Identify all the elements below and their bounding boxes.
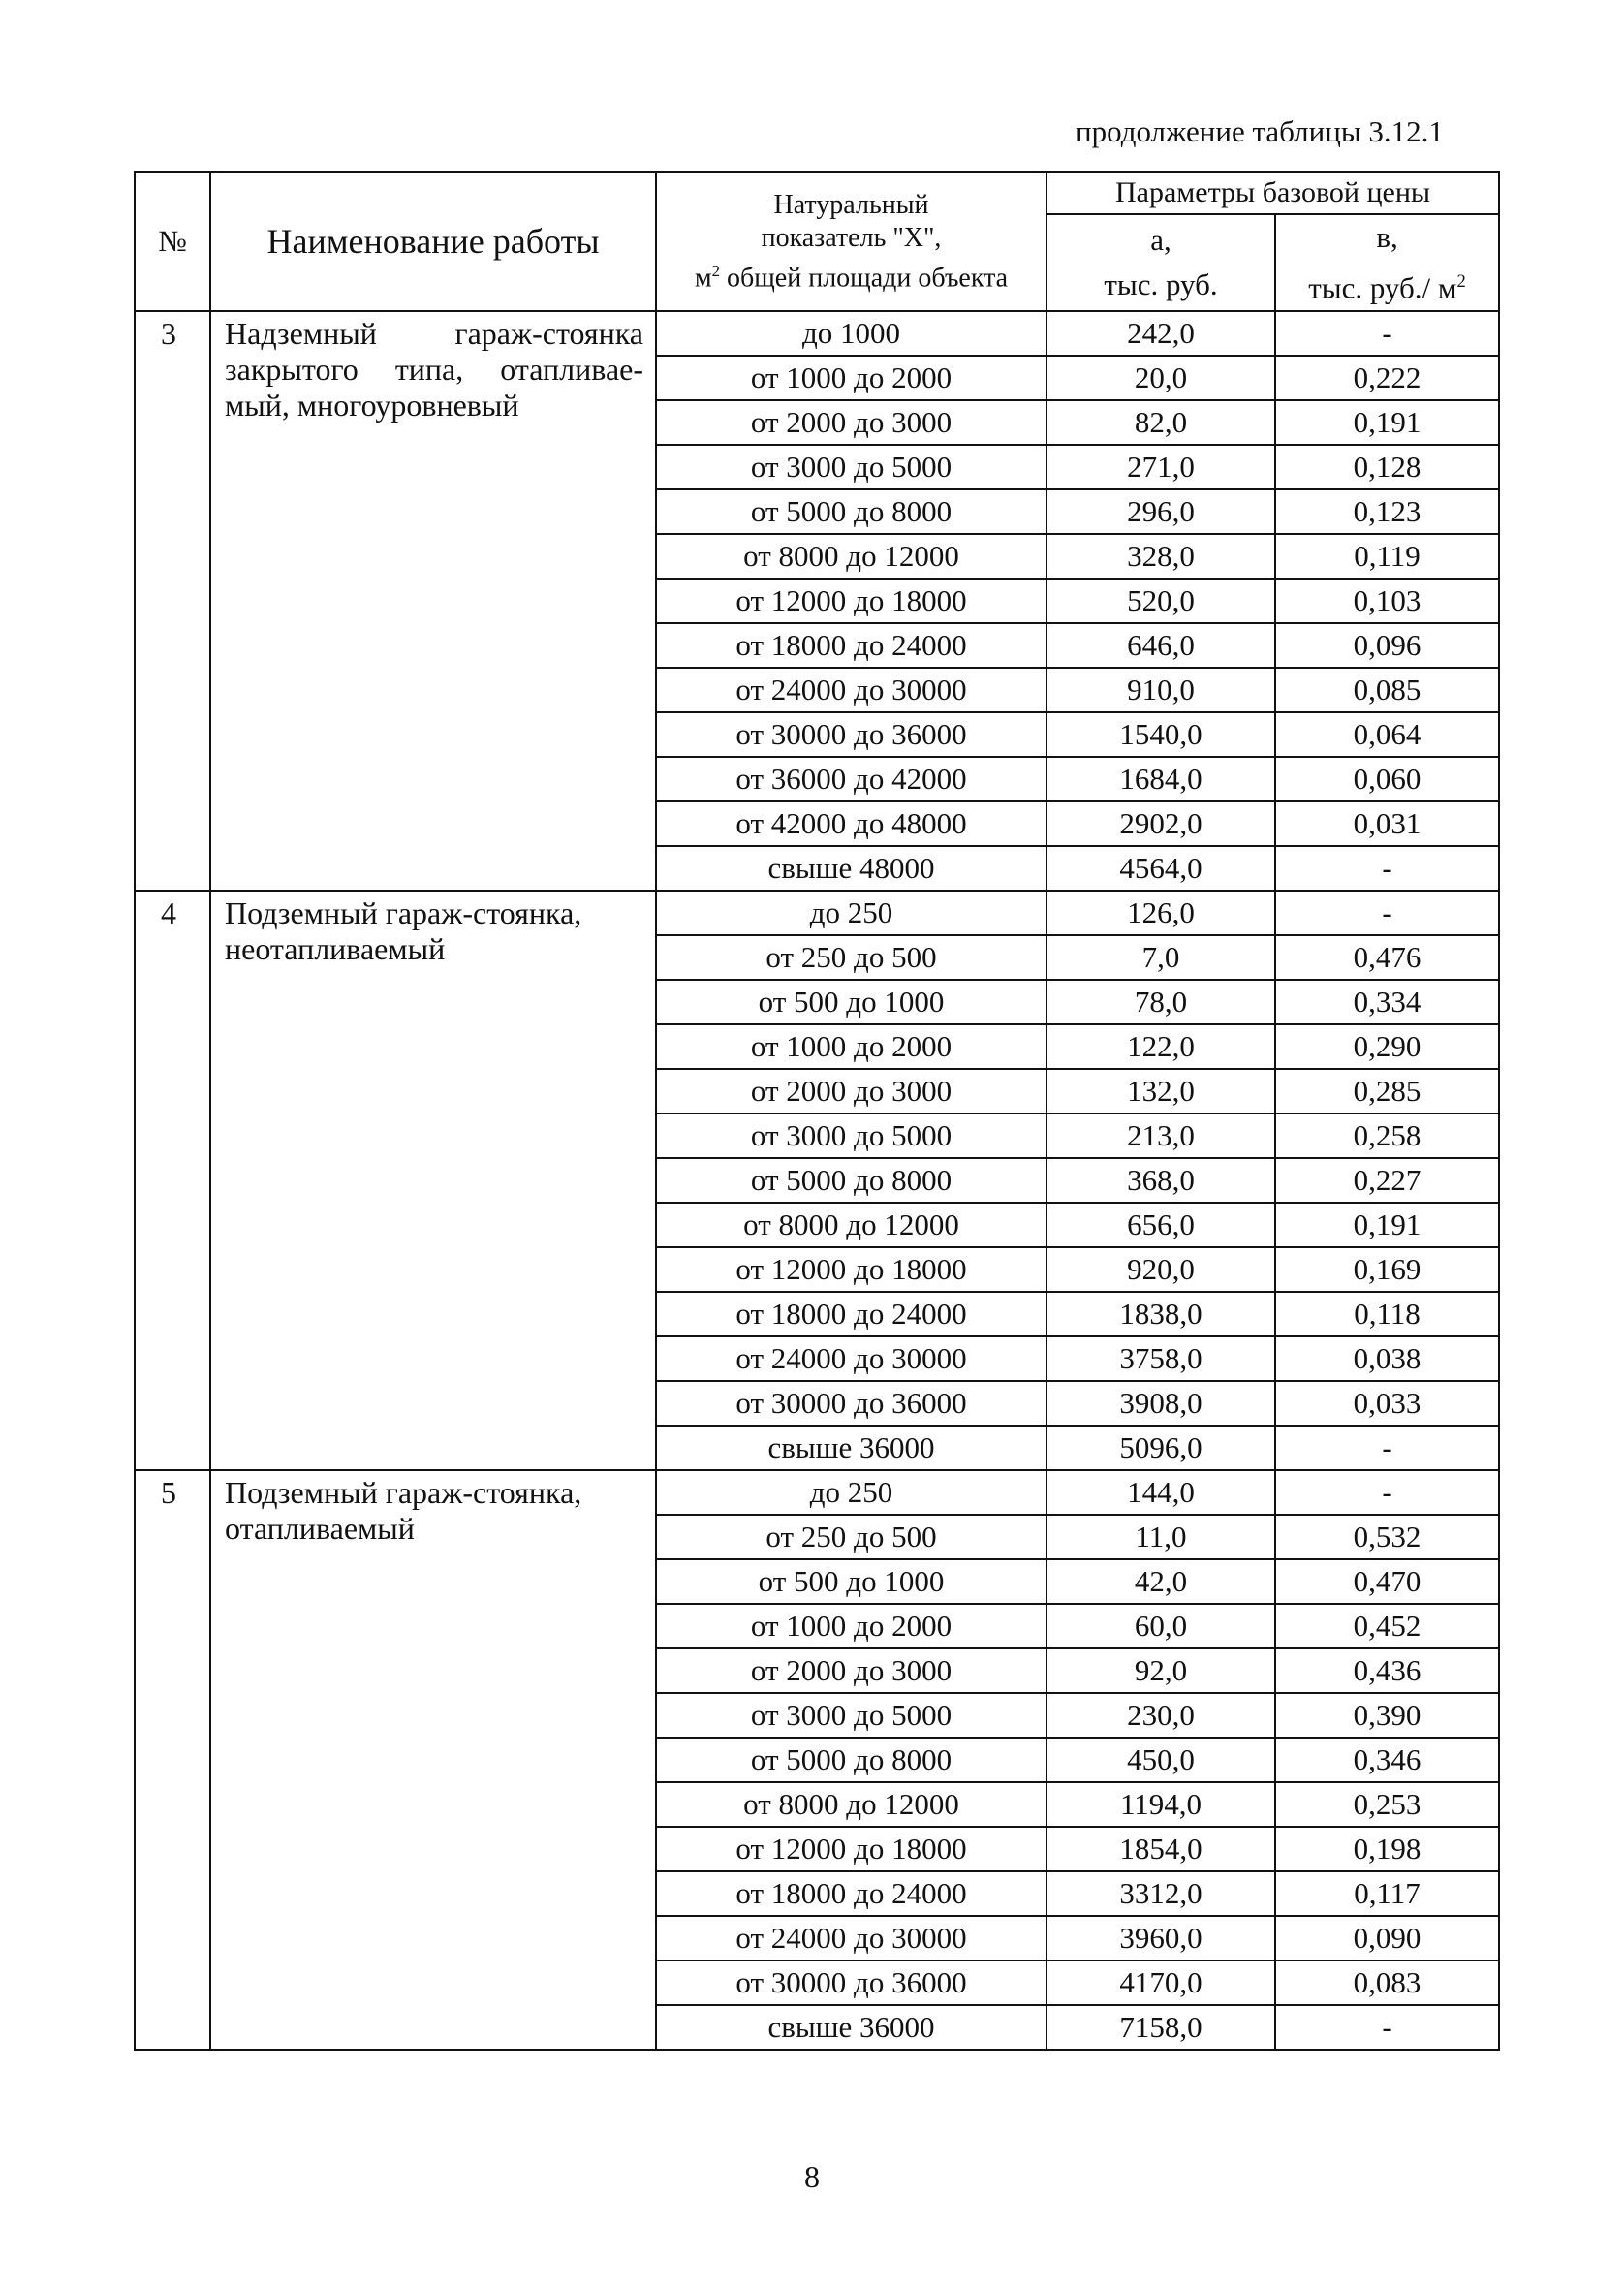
cell-param-a: 1194,0 — [1046, 1782, 1275, 1827]
row-group-work-name: Подземный гараж-стоянка, отапливаемый — [210, 1470, 656, 2050]
table-row — [135, 1470, 1499, 1515]
cell-param-a: 2902,0 — [1046, 801, 1275, 846]
cell-param-a: 3758,0 — [1046, 1336, 1275, 1381]
cell-param-b: 0,103 — [1275, 579, 1499, 623]
cell-param-b: 0,222 — [1275, 356, 1499, 400]
header-param-b — [1275, 214, 1499, 311]
row-group-number: 4 — [135, 891, 210, 1470]
cell-area-range: от 250 до 500 — [656, 1515, 1046, 1559]
cell-param-b: 0,090 — [1275, 1916, 1499, 1961]
cell-param-b: 0,436 — [1275, 1648, 1499, 1693]
header-natural-sup: 2 — [711, 261, 720, 280]
cell-area-range: от 2000 до 3000 — [656, 400, 1046, 445]
cell-param-b: 0,083 — [1275, 1961, 1499, 2005]
cell-area-range: от 1000 до 2000 — [656, 356, 1046, 400]
cell-param-a: 122,0 — [1046, 1024, 1275, 1069]
cell-param-a: 3960,0 — [1046, 1916, 1275, 1961]
cell-area-range: от 3000 до 5000 — [656, 445, 1046, 489]
header-natural-line1: Натуральный — [773, 189, 929, 220]
cell-param-b: 0,253 — [1275, 1782, 1499, 1827]
cell-area-range: от 8000 до 12000 — [656, 534, 1046, 579]
cell-param-b: 0,191 — [1275, 1203, 1499, 1247]
cell-param-a: 132,0 — [1046, 1069, 1275, 1114]
cell-param-b: 0,258 — [1275, 1114, 1499, 1158]
cell-area-range: от 18000 до 24000 — [656, 1292, 1046, 1336]
cell-param-b: - — [1275, 2005, 1499, 2050]
cell-area-range: от 8000 до 12000 — [656, 1203, 1046, 1247]
cell-area-range: от 18000 до 24000 — [656, 623, 1046, 668]
cell-area-range: от 42000 до 48000 — [656, 801, 1046, 846]
cell-area-range: от 250 до 500 — [656, 935, 1046, 980]
cell-area-range: от 3000 до 5000 — [656, 1114, 1046, 1158]
cell-param-b: 0,060 — [1275, 757, 1499, 801]
cell-param-a: 1684,0 — [1046, 757, 1275, 801]
header-natural-line3 — [657, 255, 1046, 295]
cell-area-range: от 30000 до 36000 — [656, 1381, 1046, 1426]
cell-param-b: 0,031 — [1275, 801, 1499, 846]
cell-area-range: свыше 36000 — [656, 2005, 1046, 2050]
cell-param-b: 0,038 — [1275, 1336, 1499, 1381]
price-parameters-table — [134, 171, 1500, 2051]
cell-param-b: 0,198 — [1275, 1827, 1499, 1871]
cell-param-a: 213,0 — [1046, 1114, 1275, 1158]
cell-param-b: - — [1275, 311, 1499, 356]
cell-area-range: от 30000 до 36000 — [656, 712, 1046, 757]
cell-area-range: от 1000 до 2000 — [656, 1604, 1046, 1648]
cell-param-a: 92,0 — [1046, 1648, 1275, 1693]
cell-area-range: до 250 — [656, 1470, 1046, 1515]
cell-param-a: 230,0 — [1046, 1693, 1275, 1738]
cell-area-range: от 12000 до 18000 — [656, 579, 1046, 623]
cell-param-b: 0,128 — [1275, 445, 1499, 489]
cell-param-a: 7,0 — [1046, 935, 1275, 980]
cell-area-range: от 500 до 1000 — [656, 1559, 1046, 1604]
cell-param-b: 0,346 — [1275, 1738, 1499, 1782]
cell-param-b: 0,085 — [1275, 668, 1499, 712]
cell-param-a: 82,0 — [1046, 400, 1275, 445]
cell-param-a: 646,0 — [1046, 623, 1275, 668]
header-b-unit: тыс. руб./ м — [1308, 270, 1457, 305]
cell-area-range: до 1000 — [656, 311, 1046, 356]
header-natural-text: общей площади объекта — [720, 262, 1009, 293]
cell-param-a: 296,0 — [1046, 489, 1275, 534]
cell-param-a: 271,0 — [1046, 445, 1275, 489]
cell-param-a: 368,0 — [1046, 1158, 1275, 1203]
cell-param-a: 328,0 — [1046, 534, 1275, 579]
cell-param-a: 910,0 — [1046, 668, 1275, 712]
cell-area-range: от 24000 до 30000 — [656, 668, 1046, 712]
cell-param-a: 7158,0 — [1046, 2005, 1275, 2050]
cell-param-b: 0,123 — [1275, 489, 1499, 534]
cell-area-range: от 24000 до 30000 — [656, 1336, 1046, 1381]
row-group-number: 3 — [135, 311, 210, 891]
header-a-label: а, — [1150, 223, 1171, 258]
cell-param-a: 450,0 — [1046, 1738, 1275, 1782]
cell-area-range: от 24000 до 30000 — [656, 1916, 1046, 1961]
cell-area-range: от 12000 до 18000 — [656, 1827, 1046, 1871]
cell-param-b: 0,191 — [1275, 400, 1499, 445]
cell-area-range: свыше 48000 — [656, 846, 1046, 891]
cell-param-a: 1838,0 — [1046, 1292, 1275, 1336]
cell-param-b: 0,290 — [1275, 1024, 1499, 1069]
cell-param-b: 0,476 — [1275, 935, 1499, 980]
cell-area-range: от 5000 до 8000 — [656, 1738, 1046, 1782]
cell-area-range: свыше 36000 — [656, 1426, 1046, 1470]
row-group-work-name: Надземный гараж-стоянка закрытого типа, отапливае-мый, многоуровневый — [210, 311, 656, 891]
header-a-unit: тыс. руб. — [1104, 267, 1218, 302]
row-group-number: 5 — [135, 1470, 210, 2050]
header-work-name: Наименование работы — [210, 172, 656, 311]
cell-param-b: 0,470 — [1275, 1559, 1499, 1604]
cell-param-a: 1540,0 — [1046, 712, 1275, 757]
cell-area-range: от 18000 до 24000 — [656, 1871, 1046, 1916]
cell-param-b: 0,033 — [1275, 1381, 1499, 1426]
cell-param-b: - — [1275, 1470, 1499, 1515]
cell-param-a: 656,0 — [1046, 1203, 1275, 1247]
cell-param-b: 0,064 — [1275, 712, 1499, 757]
cell-param-a: 60,0 — [1046, 1604, 1275, 1648]
cell-param-b: - — [1275, 891, 1499, 935]
cell-param-b: 0,118 — [1275, 1292, 1499, 1336]
cell-param-a: 3908,0 — [1046, 1381, 1275, 1426]
cell-param-b: 0,096 — [1275, 623, 1499, 668]
cell-param-a: 144,0 — [1046, 1470, 1275, 1515]
header-natural-indicator — [656, 172, 1046, 311]
header-natural-unit: м — [694, 262, 712, 293]
cell-area-range: от 5000 до 8000 — [656, 489, 1046, 534]
cell-area-range: от 5000 до 8000 — [656, 1158, 1046, 1203]
cell-param-a: 920,0 — [1046, 1247, 1275, 1292]
cell-area-range: от 2000 до 3000 — [656, 1648, 1046, 1693]
table-row — [135, 891, 1499, 935]
cell-param-a: 242,0 — [1046, 311, 1275, 356]
cell-area-range: от 36000 до 42000 — [656, 757, 1046, 801]
cell-param-b: 0,119 — [1275, 534, 1499, 579]
cell-param-b: 0,227 — [1275, 1158, 1499, 1203]
table-header-row — [135, 172, 1499, 214]
header-natural-line2: показатель "Х", — [761, 222, 942, 253]
cell-param-a: 78,0 — [1046, 980, 1275, 1024]
cell-param-b: 0,452 — [1275, 1604, 1499, 1648]
header-b-label: в, — [1376, 220, 1398, 254]
header-param-a — [1046, 214, 1275, 311]
cell-param-a: 11,0 — [1046, 1515, 1275, 1559]
cell-param-a: 4564,0 — [1046, 846, 1275, 891]
page-number: 8 — [804, 2159, 820, 2194]
cell-param-b: 0,390 — [1275, 1693, 1499, 1738]
cell-area-range: от 8000 до 12000 — [656, 1782, 1046, 1827]
cell-area-range: от 2000 до 3000 — [656, 1069, 1046, 1114]
cell-param-b: - — [1275, 1426, 1499, 1470]
cell-area-range: до 250 — [656, 891, 1046, 935]
cell-param-b: 0,117 — [1275, 1871, 1499, 1916]
cell-area-range: от 3000 до 5000 — [656, 1693, 1046, 1738]
table-row — [135, 311, 1499, 356]
header-b-unit-wrap — [1276, 260, 1498, 310]
table-continuation-caption: продолжение таблицы 3.12.1 — [1076, 114, 1444, 148]
cell-area-range: от 1000 до 2000 — [656, 1024, 1046, 1069]
cell-param-b: 0,285 — [1275, 1069, 1499, 1114]
cell-param-b: 0,334 — [1275, 980, 1499, 1024]
cell-param-a: 4170,0 — [1046, 1961, 1275, 2005]
cell-param-b: - — [1275, 846, 1499, 891]
cell-param-a: 126,0 — [1046, 891, 1275, 935]
cell-param-a: 20,0 — [1046, 356, 1275, 400]
cell-area-range: от 500 до 1000 — [656, 980, 1046, 1024]
cell-param-a: 1854,0 — [1046, 1827, 1275, 1871]
cell-param-b: 0,169 — [1275, 1247, 1499, 1292]
cell-param-a: 3312,0 — [1046, 1871, 1275, 1916]
row-group-work-name: Подземный гараж-стоянка, неотапливаемый — [210, 891, 656, 1470]
cell-param-a: 5096,0 — [1046, 1426, 1275, 1470]
cell-param-b: 0,532 — [1275, 1515, 1499, 1559]
cell-area-range: от 12000 до 18000 — [656, 1247, 1046, 1292]
cell-param-a: 42,0 — [1046, 1559, 1275, 1604]
cell-param-a: 520,0 — [1046, 579, 1275, 623]
header-base-price-params: Параметры базовой цены — [1046, 172, 1499, 214]
cell-area-range: от 30000 до 36000 — [656, 1961, 1046, 2005]
header-num: № — [135, 172, 210, 311]
header-b-sup: 2 — [1456, 271, 1466, 292]
